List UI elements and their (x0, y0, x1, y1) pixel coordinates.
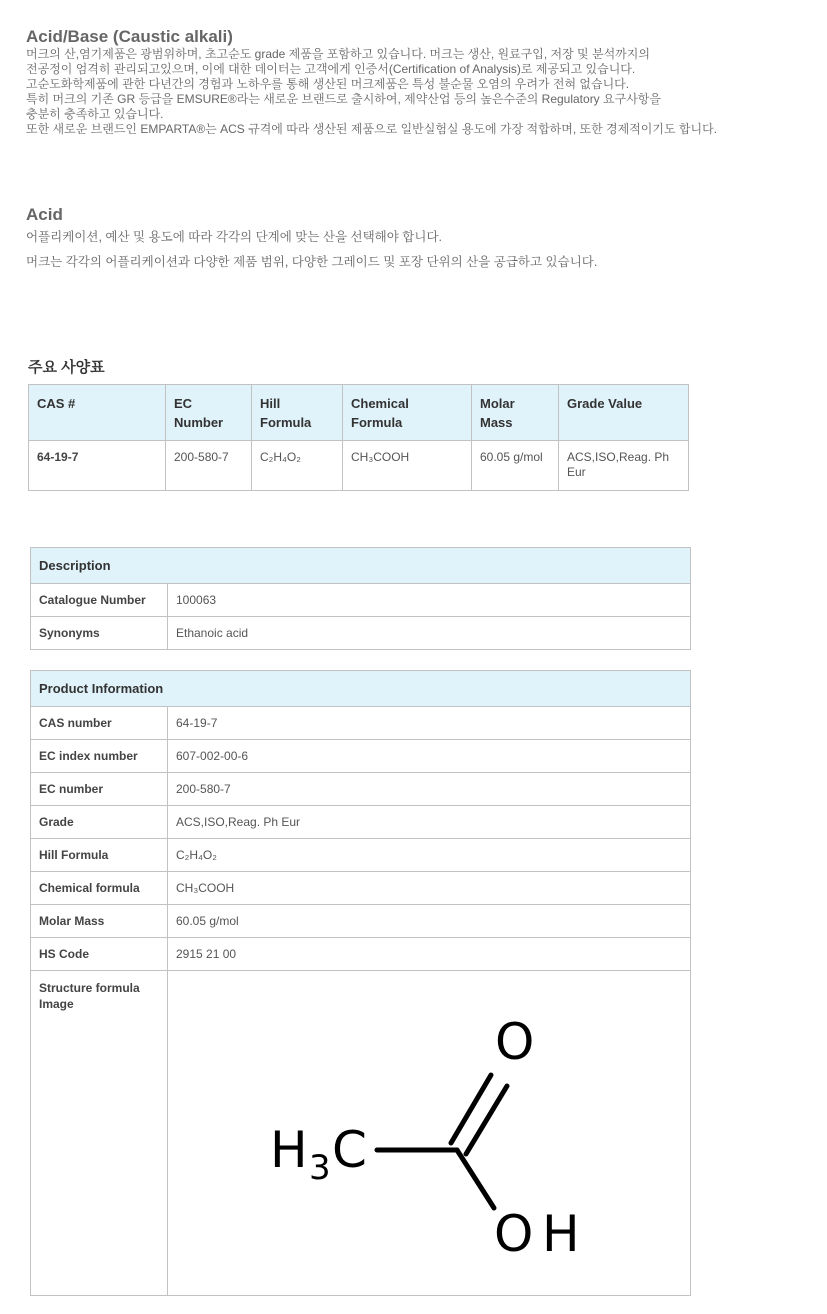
row-label: Chemical formula (31, 872, 168, 905)
acetic-acid-structure (258, 991, 598, 1271)
spec-cell-grade: ACS,ISO,Reag. Ph Eur (559, 441, 689, 491)
description-heading: Description (31, 548, 691, 584)
structure-bond (451, 1075, 491, 1143)
spec-table (28, 384, 689, 491)
spec-cell-hill: C₂H₄O₂ (252, 441, 343, 491)
spec-header-cas: CAS # (29, 385, 166, 441)
spec-header-ec: EC Number (166, 385, 252, 441)
spec-header-grade: Grade Value (559, 385, 689, 441)
spec-header-hill: Hill Formula (252, 385, 343, 441)
row-label: EC index number (31, 740, 168, 773)
row-value: C₂H₄O₂ (168, 839, 691, 872)
table-row (31, 938, 691, 971)
spec-cell-cas: 64-19-7 (29, 441, 166, 491)
product-heading: Product Information (31, 671, 691, 707)
row-value: 60.05 g/mol (168, 905, 691, 938)
structure-atom-h-bottom: H (542, 1205, 580, 1263)
table-row (31, 707, 691, 740)
spec-title: 주요 사양표 (28, 359, 105, 376)
row-value: 607-002-00-6 (168, 740, 691, 773)
acid-line: 어플리케이션, 예산 및 용도에 따라 각각의 단계에 맞는 산을 선택해야 합니다. (26, 230, 443, 244)
intro-heading: Acid/Base (Caustic alkali) (26, 27, 233, 46)
spec-header-chemical: Chemical Formula (343, 385, 472, 441)
table-row (29, 441, 689, 491)
row-value: 100063 (168, 584, 691, 617)
row-value: 2915 21 00 (168, 938, 691, 971)
table-row (31, 584, 691, 617)
row-label: Catalogue Number (31, 584, 168, 617)
spec-header-row (29, 385, 689, 441)
row-label: Synonyms (31, 617, 168, 650)
description-header-row (31, 548, 691, 584)
intro-section (26, 27, 821, 137)
row-label: Hill Formula (31, 839, 168, 872)
intro-line: 전공정이 엄격히 관리되고있으며, 이에 대한 데이터는 고객에게 인증서(Certification of Analysis)로 제공되고 있습니다. (26, 62, 636, 76)
row-label: CAS number (31, 707, 168, 740)
intro-line: 또한 새로운 브랜드인 EMPARTA®는 ACS 규격에 따라 생산된 제품으로 일반실험실 용도에 가장 적합하며, 또한 경제적이기도 합니다. (26, 122, 718, 136)
table-row (31, 872, 691, 905)
row-label: Grade (31, 806, 168, 839)
table-row (31, 617, 691, 650)
table-row (31, 971, 691, 1296)
intro-line: 충분히 충족하고 있습니다. (26, 107, 164, 121)
row-label: HS Code (31, 938, 168, 971)
intro-line: 머크의 산,염기제품은 광범위하며, 초고순도 grade 제품을 포함하고 있습니다. 머크는 생산, 원료구입, 저장 및 분석까지의 (26, 47, 650, 61)
row-value: 200-580-7 (168, 773, 691, 806)
table-row (31, 740, 691, 773)
intro-line: 특히 머크의 기존 GR 등급을 EMSURE®라는 새로운 브랜드로 출시하여, 제약산업 등의 높은수준의 Regulatory 요구사항을 (26, 92, 661, 106)
structure-bond (457, 1150, 494, 1208)
acid-line: 머크는 각각의 어플리케이션과 다양한 제품 범위, 다양한 그레이드 및 포장 단위의 산을 공급하고 있습니다. (26, 255, 598, 269)
table-row (31, 773, 691, 806)
description-table (30, 547, 691, 650)
spec-header-molar: Molar Mass (472, 385, 559, 441)
row-label: EC number (31, 773, 168, 806)
row-value: 64-19-7 (168, 707, 691, 740)
row-value: Ethanoic acid (168, 617, 691, 650)
structure-subscript: 3 (309, 1148, 331, 1188)
structure-image-cell (168, 971, 691, 1296)
spec-cell-molar: 60.05 g/mol (472, 441, 559, 491)
table-row (31, 806, 691, 839)
row-value: ACS,ISO,Reag. Ph Eur (168, 806, 691, 839)
structure-atom-h: H (270, 1121, 308, 1179)
spec-cell-chemical: CH₃COOH (343, 441, 472, 491)
structure-atom-c: C (332, 1121, 367, 1179)
spec-cell-ec: 200-580-7 (166, 441, 252, 491)
product-header-row (31, 671, 691, 707)
structure-label: Structure formula Image (31, 971, 168, 1296)
table-row (31, 905, 691, 938)
structure-bond (466, 1086, 507, 1154)
product-information-table (30, 670, 691, 1296)
structure-atom-o-bottom: O (494, 1205, 534, 1263)
row-label: Molar Mass (31, 905, 168, 938)
acid-heading: Acid (26, 205, 63, 224)
structure-atom-o-top: O (495, 1013, 535, 1071)
acid-section (26, 205, 806, 275)
intro-line: 고순도화학제품에 관한 다년간의 경험과 노하우를 통해 생산된 머크제품은 특성 불순물 오염의 우려가 전혀 없습니다. (26, 77, 630, 91)
row-value: CH₃COOH (168, 872, 691, 905)
table-row (31, 839, 691, 872)
